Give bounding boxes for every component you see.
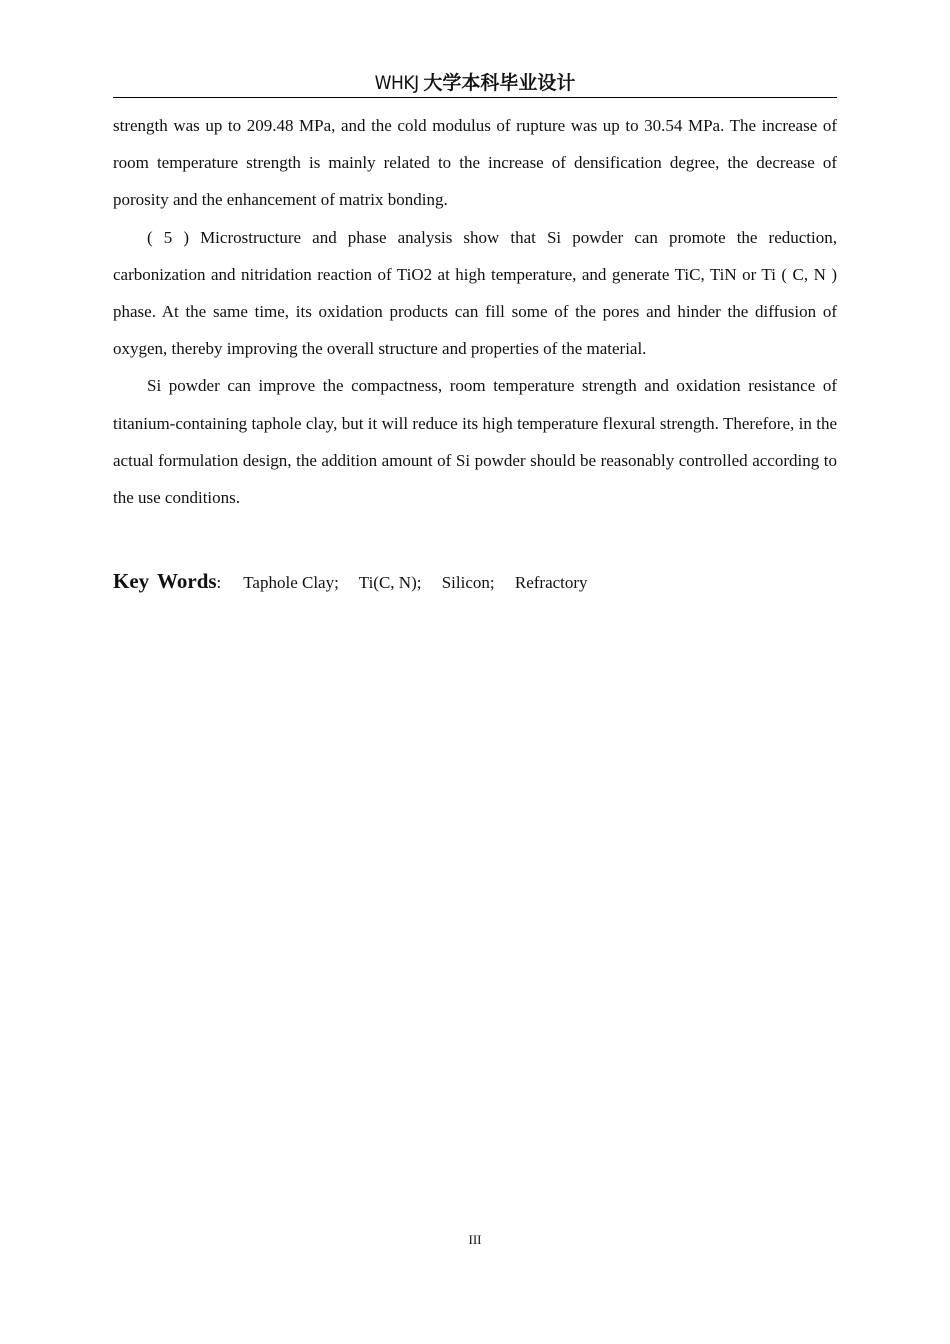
keyword-item: Silicon; [441,573,495,592]
abstract-body [113,107,837,516]
keywords-colon: : [216,573,222,592]
keyword-item: Ti(C, N); [358,573,422,592]
page-header [113,70,837,98]
keyword-item: Taphole Clay; [243,573,339,592]
header-title: 大学本科毕业设计 [423,72,576,94]
paragraph: Si powder can improve the compactness, room temperature strength and oxidation resistance of titanium-containing taphole clay, but it will reduce its high temperature flexural strength. Therefore, in the actual formulation design, the addition amount of Si powder should be reasonably controlled according to the use conditions. [113,376,837,508]
paragraph: strength was up to 209.48 MPa, and the cold modulus of rupture was up to 30.54 MPa. The increase of room temperature strength is mainly related to the increase of densification degree, the decrease of porosity and the enhancement of matrix bonding. [113,116,837,210]
header-prefix: WHKJ [374,72,419,94]
keyword-item: Refractory [514,573,588,592]
page-number: III [468,1232,482,1247]
keywords-line [113,565,837,599]
paragraph: ( 5 ) Microstructure and phase analysis show that Si powder can promote the reduction, carbonization and nitridation reaction of TiO2 at high temperature, and generate TiC, TiN or Ti ( C, N ) phase. At the same time, its oxidation products can fill some of the pores and hinder the diffusion of oxygen, thereby improving the overall structure and properties of the material. [113,227,837,359]
keywords-label: Key Words [113,569,217,593]
